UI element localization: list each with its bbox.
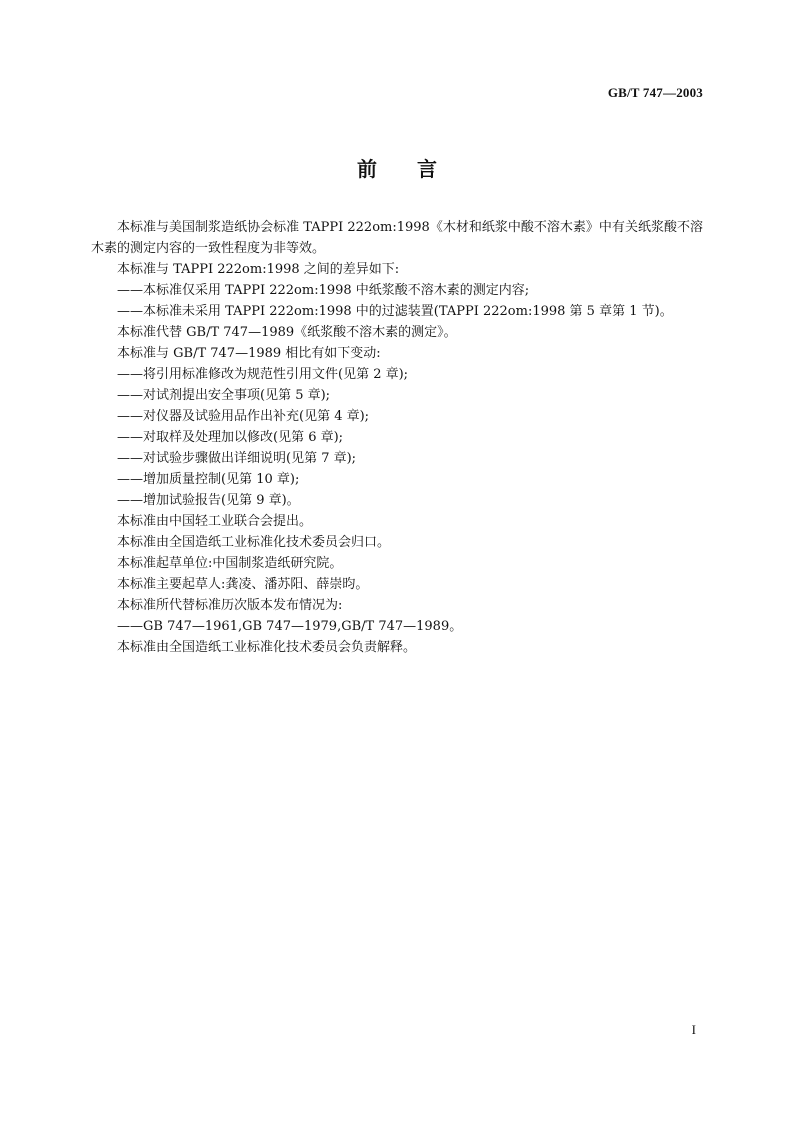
list-item: ——对试验步骤做出详细说明(见第 7 章); [117,451,357,466]
title-char-1: 前 [357,157,377,181]
list-item: ——增加试验报告(见第 9 章)。 [117,493,300,508]
paragraph-drafters: 本标准主要起草人:龚凌、潘苏阳、薛崇昀。 [117,577,369,592]
paragraph-1: 本标准与美国制浆造纸协会标准 TAPPI 222om:1998《木材和纸浆中酸不溶木素》中有关纸浆酸不溶木素的测定内容的一致性程度为非等效。 [91,220,703,256]
paragraph-drafting-unit: 本标准起草单位:中国制浆造纸研究院。 [117,556,343,571]
paragraph-changes: 本标准与 GB/T 747—1989 相比有如下变动: [117,346,381,361]
list-item: ——对取样及处理加以修改(见第 6 章); [117,430,344,445]
list-item: ——对仪器及试验用品作出补充(见第 4 章); [117,409,370,424]
list-item: ——对试剂提出安全事项(见第 5 章); [117,388,331,403]
paragraph-replaces: 本标准代替 GB/T 747—1989《纸浆酸不溶木素的测定》。 [117,325,457,340]
list-item: ——增加质量控制(见第 10 章); [117,472,300,487]
foreword-body [91,217,703,658]
page-number: I [691,1022,696,1037]
paragraph-proposed-by: 本标准由中国轻工业联合会提出。 [117,514,313,529]
paragraph-history: 本标准所代替标准历次版本发布情况为: [117,598,343,613]
list-item: ——本标准仅采用 TAPPI 222om:1998 中纸浆酸不溶木素的测定内容; [117,283,530,298]
paragraph-under-jurisdiction: 本标准由全国造纸工业标准化技术委员会归口。 [117,535,391,550]
paragraph-2: 本标准与 TAPPI 222om:1998 之间的差异如下: [117,262,400,277]
page-title [0,153,794,182]
paragraph-interpretation: 本标准由全国造纸工业标准化技术委员会负责解释。 [117,640,417,655]
list-item: ——本标准未采用 TAPPI 222om:1998 中的过滤装置(TAPPI 222om:1998 第 5 章第 1 节)。 [117,304,673,319]
list-item: ——将引用标准修改为规范性引用文件(见第 2 章); [117,367,409,382]
title-char-2: 言 [417,157,437,181]
standard-code: GB/T 747—2003 [607,85,703,100]
list-item: ——GB 747—1961,GB 747—1979,GB/T 747—1989。 [117,619,463,634]
